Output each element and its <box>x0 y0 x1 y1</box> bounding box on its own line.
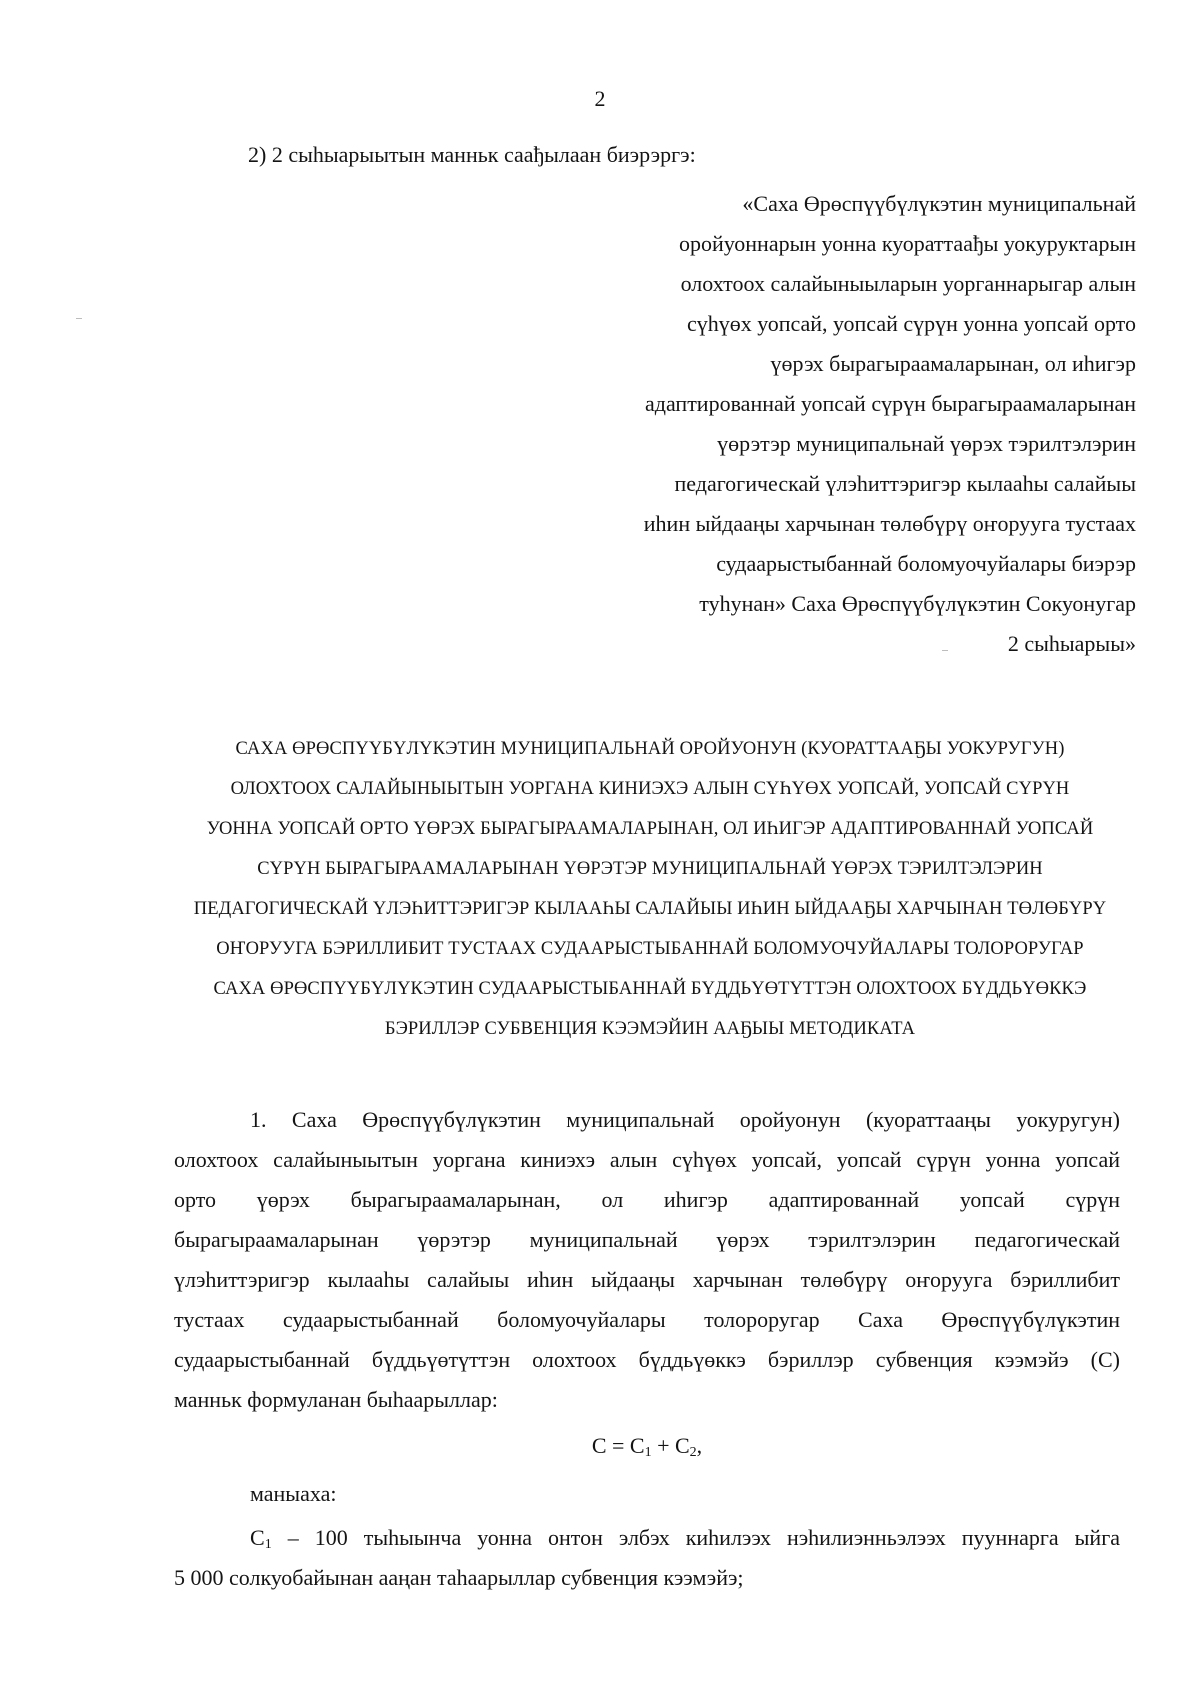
quote-line: адаптированнай уопсай сүрүн бырагыраамаларынан <box>644 391 1136 416</box>
quote-line: педагогическай үлэһиттэригэр кылааһы салайыы <box>674 471 1136 496</box>
c1-definition-continuation: 5 000 солкуобайынан ааңан таһаарыллар субвенция кээмэйэ; <box>174 1565 744 1590</box>
scan-artifact <box>942 650 948 651</box>
formula-tail: , <box>696 1433 703 1458</box>
quote-line: сүһүөх уопсай, уопсай сүрүн уонна уопсай орто <box>687 311 1136 336</box>
title-line: ПЕДАГОГИЧЕСКАЙ ҮЛЭҺИТТЭРИГЭР КЫЛААҺЫ САЛАЙЫЫ ИҺИН ЫЙДААҔЫ ХАРЧЫНАН ТӨЛӨБҮРҮ <box>193 899 1107 919</box>
paragraph-line: үлэһиттэригэр кылааһы салайыы иһин ыйдааңы харчынан төлөбүрү оҥорууга бэриллибит <box>174 1267 1120 1292</box>
quote-line: үөрэх бырагыраамаларынан, ол иһигэр <box>770 351 1136 376</box>
paragraph-line: судаарыстыбаннай бүддьүөтүттэн олохтоох бүддьүөккэ бэриллэр субвенция кээмэйэ (С) <box>174 1347 1120 1372</box>
paragraph-line: олохтоох салайыныытын уоргана киниэхэ алын сүһүөх уопсай, уопсай сүрүн уонна уопсай <box>174 1147 1120 1172</box>
formula-plus: + С <box>651 1433 690 1458</box>
formula-subscript: 2 <box>689 1445 697 1460</box>
quote-line: үөрэтэр муниципальнай үөрэх тэрилтэлэрин <box>717 431 1136 456</box>
quote-line: 2 сыһыарыы» <box>1007 631 1136 656</box>
body-text <box>174 1100 1120 1598</box>
paragraph-line: орто үөрэх бырагыраамаларынан, ол иһигэр адаптированнай уопсай сүрүн <box>174 1187 1120 1212</box>
where-label: маныаха: <box>250 1481 337 1506</box>
paragraph-line: бырагыраамаларынан үөрэтэр муниципальнай үөрэх тэрилтэлэрин педагогическай <box>174 1227 1120 1252</box>
title-line: БЭРИЛЛЭР СУБВЕНЦИЯ КЭЭМЭЙИН ААҔЫЫ МЕТОДИКАТА <box>384 1019 916 1039</box>
title-line: УОННА УОПСАЙ ОРТО ҮӨРЭХ БЫРАГЫРААМАЛАРЫНАН, ОЛ ИҺИГЭР АДАПТИРОВАННАЙ УОПСАЙ <box>206 819 1094 839</box>
paragraph-line: тустаах судаарыстыбаннай боломуочуйалары толороругар Саха Өрөспүүбүлүкэтин <box>174 1307 1120 1332</box>
quote-line: «Саха Өрөспүүбүлүкэтин муниципальнай <box>742 191 1136 216</box>
title-line: ОҤОРУУГА БЭРИЛЛИБИТ ТУСТААХ СУДААРЫСТЫБАННАЙ БОЛОМУОЧУЙАЛАРЫ ТОЛОРОРУГАР <box>216 939 1084 959</box>
title-line: ОЛОХТООХ САЛАЙЫНЫЫТЫН УОРГАНА КИНИЭХЭ АЛЫН СҮҺҮӨХ УОПСАЙ, УОПСАЙ СҮРҮН <box>230 779 1070 799</box>
paragraph-line: 1. Саха Өрөспүүбүлүкэтин муниципальнай оройуонун (куораттааңы уокуругун) <box>250 1107 1120 1132</box>
title-line: САХА ӨРӨСПҮҮБҮЛҮКЭТИН СУДААРЫСТЫБАННАЙ БҮДДЬҮӨТҮТТЭН ОЛОХТООХ БҮДДЬҮӨККЭ <box>213 979 1087 999</box>
c1-symbol: С <box>250 1525 265 1550</box>
formula <box>174 1426 1120 1466</box>
quote-line: оройуоннарын уонна куораттаађы уокуруктарын <box>679 231 1136 256</box>
item-intro: 2) 2 сыһыарыытын манньк саађылаан биэрэргэ: <box>248 142 696 167</box>
title-line: СҮРҮН БЫРАГЫРААМАЛАРЫНАН ҮӨРЭТЭР МУНИЦИПАЛЬНАЙ ҮӨРЭХ ТЭРИЛТЭЛЭРИН <box>257 859 1043 879</box>
quote-block <box>540 184 1136 664</box>
c1-text: – 100 тыһыынча уонна онтон элбэх киһилээх нэһилиэнньэлээх пууннарга ыйга <box>271 1525 1120 1550</box>
document-title <box>160 729 1140 1049</box>
quote-line: судаарыстыбаннай боломуочуйалары биэрэр <box>716 551 1136 576</box>
page-number: 2 <box>594 86 606 111</box>
c1-definition-line <box>174 1518 1120 1558</box>
quote-line: олохтоох салайыныыларын уорганнарыгар алын <box>680 271 1136 296</box>
title-line: САХА ӨРӨСПҮҮБҮЛҮКЭТИН МУНИЦИПАЛЬНАЙ ОРОЙУОНУН (КУОРАТТААҔЫ УОКУРУГУН) <box>235 739 1065 759</box>
c1-subscript: 1 <box>264 1537 272 1552</box>
scan-artifact <box>76 318 82 319</box>
formula-subscript: 1 <box>644 1445 652 1460</box>
paragraph-line: манньк формуланан быһаарыллар: <box>174 1387 498 1412</box>
formula-lhs: С = С <box>591 1433 645 1458</box>
quote-line: иһин ыйдааңы харчынан төлөбүрү оҥорууга тустаах <box>643 511 1136 536</box>
quote-line: туһунан» Саха Өрөспүүбүлүкэтин Сокуонугар <box>699 591 1136 616</box>
